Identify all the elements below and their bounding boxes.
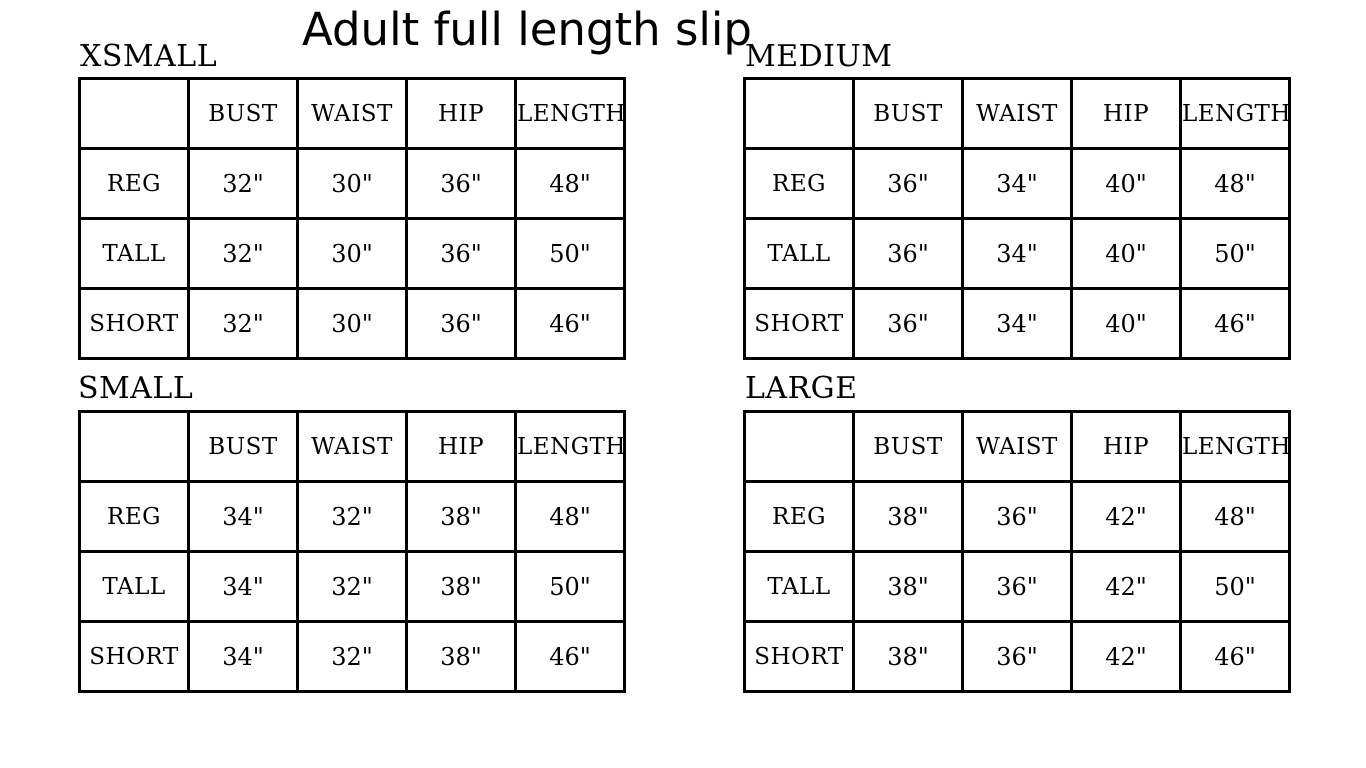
size-label-xsmall: XSMALL <box>80 39 218 74</box>
bust-value: 32" <box>189 149 298 219</box>
header-cell-length: LENGTH <box>1181 79 1290 149</box>
length-value: 46" <box>516 289 625 359</box>
bust-value: 38" <box>854 552 963 622</box>
hip-value: 36" <box>407 289 516 359</box>
row-label: SHORT <box>745 289 854 359</box>
table-row <box>80 552 625 622</box>
table-row <box>745 289 1290 359</box>
header-cell-empty <box>80 412 189 482</box>
bust-value: 32" <box>189 289 298 359</box>
size-table-medium <box>743 77 1291 360</box>
hip-value: 42" <box>1072 552 1181 622</box>
table-row <box>745 552 1290 622</box>
hip-value: 36" <box>407 149 516 219</box>
bust-value: 38" <box>854 622 963 692</box>
table-row <box>745 622 1290 692</box>
length-value: 50" <box>516 552 625 622</box>
header-cell-waist: WAIST <box>298 412 407 482</box>
length-value: 50" <box>516 219 625 289</box>
table-row <box>80 149 625 219</box>
length-value: 46" <box>516 622 625 692</box>
header-cell-bust: BUST <box>854 79 963 149</box>
row-label: REG <box>80 482 189 552</box>
header-cell-length: LENGTH <box>516 412 625 482</box>
size-table-large <box>743 410 1291 693</box>
header-cell-bust: BUST <box>189 412 298 482</box>
row-label: TALL <box>80 219 189 289</box>
table-header-row <box>745 412 1290 482</box>
header-cell-hip: HIP <box>407 412 516 482</box>
table-header-row <box>80 79 625 149</box>
row-label: TALL <box>80 552 189 622</box>
hip-value: 38" <box>407 552 516 622</box>
header-cell-hip: HIP <box>407 79 516 149</box>
bust-value: 38" <box>854 482 963 552</box>
length-value: 46" <box>1181 622 1290 692</box>
hip-value: 42" <box>1072 622 1181 692</box>
header-cell-bust: BUST <box>854 412 963 482</box>
hip-value: 38" <box>407 622 516 692</box>
waist-value: 30" <box>298 149 407 219</box>
row-label: REG <box>745 149 854 219</box>
bust-value: 34" <box>189 552 298 622</box>
hip-value: 40" <box>1072 219 1181 289</box>
row-label: SHORT <box>745 622 854 692</box>
waist-value: 36" <box>963 482 1072 552</box>
header-cell-waist: WAIST <box>298 79 407 149</box>
bust-value: 34" <box>189 622 298 692</box>
hip-value: 40" <box>1072 289 1181 359</box>
header-cell-length: LENGTH <box>1181 412 1290 482</box>
header-cell-waist: WAIST <box>963 79 1072 149</box>
size-label-medium: MEDIUM <box>745 39 893 74</box>
hip-value: 40" <box>1072 149 1181 219</box>
header-cell-empty <box>745 79 854 149</box>
header-cell-length: LENGTH <box>516 79 625 149</box>
waist-value: 36" <box>963 622 1072 692</box>
table-row <box>80 482 625 552</box>
row-label: REG <box>745 482 854 552</box>
size-label-small: SMALL <box>78 371 194 406</box>
row-label: TALL <box>745 219 854 289</box>
length-value: 48" <box>516 149 625 219</box>
length-value: 50" <box>1181 219 1290 289</box>
waist-value: 30" <box>298 289 407 359</box>
table-header-row <box>745 79 1290 149</box>
row-label: TALL <box>745 552 854 622</box>
header-cell-hip: HIP <box>1072 412 1181 482</box>
waist-value: 32" <box>298 552 407 622</box>
waist-value: 34" <box>963 219 1072 289</box>
waist-value: 34" <box>963 149 1072 219</box>
bust-value: 32" <box>189 219 298 289</box>
header-cell-waist: WAIST <box>963 412 1072 482</box>
waist-value: 34" <box>963 289 1072 359</box>
bust-value: 36" <box>854 219 963 289</box>
bust-value: 36" <box>854 149 963 219</box>
waist-value: 30" <box>298 219 407 289</box>
bust-value: 34" <box>189 482 298 552</box>
size-table-small <box>78 410 626 693</box>
header-cell-hip: HIP <box>1072 79 1181 149</box>
length-value: 48" <box>1181 149 1290 219</box>
page-title: Adult full length slip <box>302 3 752 56</box>
row-label: SHORT <box>80 622 189 692</box>
length-value: 50" <box>1181 552 1290 622</box>
header-cell-bust: BUST <box>189 79 298 149</box>
header-cell-empty <box>80 79 189 149</box>
row-label: SHORT <box>80 289 189 359</box>
hip-value: 36" <box>407 219 516 289</box>
length-value: 48" <box>516 482 625 552</box>
table-header-row <box>80 412 625 482</box>
length-value: 46" <box>1181 289 1290 359</box>
table-row <box>745 219 1290 289</box>
waist-value: 32" <box>298 622 407 692</box>
table-row <box>745 149 1290 219</box>
table-row <box>745 482 1290 552</box>
table-row <box>80 289 625 359</box>
hip-value: 42" <box>1072 482 1181 552</box>
table-row <box>80 219 625 289</box>
size-table-xsmall <box>78 77 626 360</box>
hip-value: 38" <box>407 482 516 552</box>
waist-value: 36" <box>963 552 1072 622</box>
table-row <box>80 622 625 692</box>
size-label-large: LARGE <box>745 371 858 406</box>
waist-value: 32" <box>298 482 407 552</box>
row-label: REG <box>80 149 189 219</box>
bust-value: 36" <box>854 289 963 359</box>
header-cell-empty <box>745 412 854 482</box>
length-value: 48" <box>1181 482 1290 552</box>
